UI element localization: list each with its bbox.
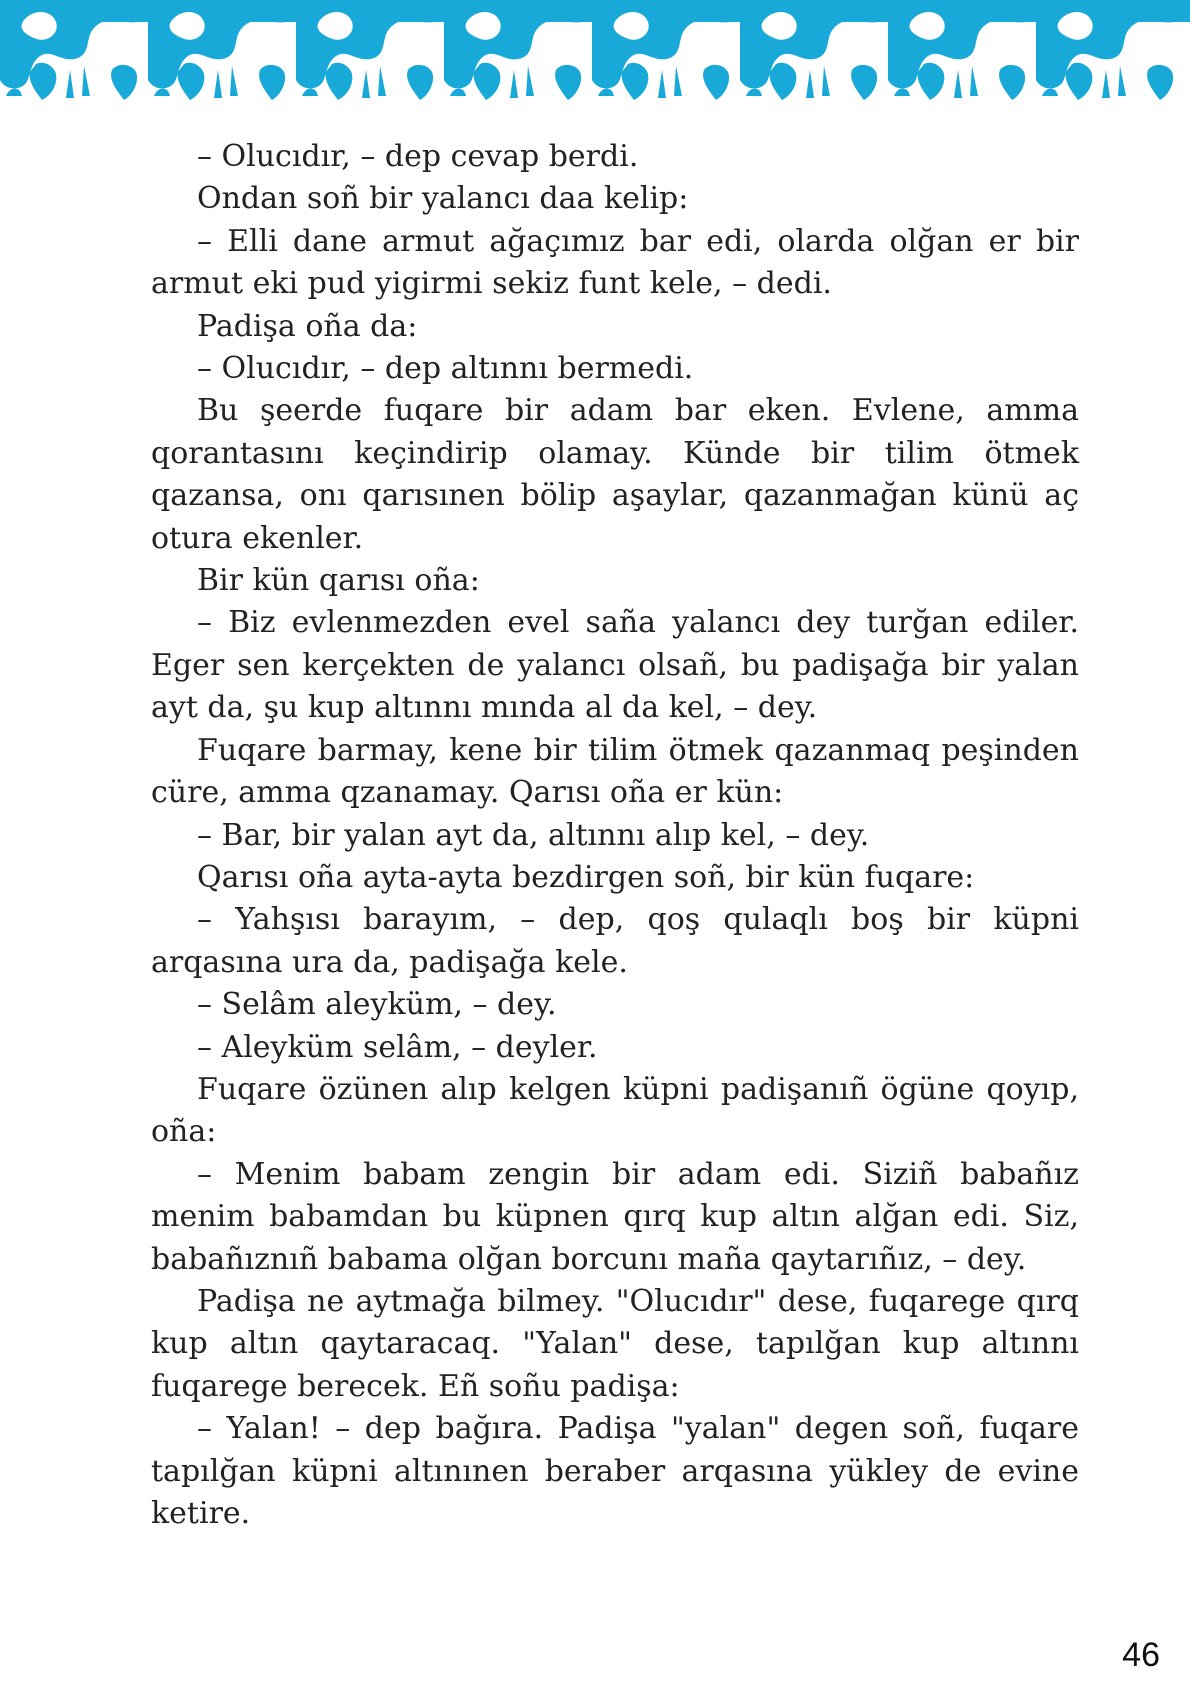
- paragraph: Ondan soñ bir yalancı daa kelip:: [197, 181, 689, 217]
- paragraph: – Aleyküm selâm, – deyler.: [197, 1029, 598, 1065]
- paragraph: Padişa oña da:: [197, 308, 418, 344]
- paragraph: Bu şeerde fuqare bir adam bar eken. Evlene, amma qorantasını keçindirip olamay. Künde bir tilim ötmek qazansa, onı qarısınen bölip aşaylar, qazanmağan künü aç otura ekenler.: [151, 393, 1079, 556]
- page-number: 46: [1122, 1636, 1160, 1674]
- paragraph: – Menim babam zengin bir adam edi. Siziñ babañız menim babamdan bu küpnen qırq kup altın alğan edi. Siz, babañıznıñ babama olğan borcunı maña qaytarıñız, – dey.: [151, 1156, 1079, 1277]
- story-text: [151, 136, 1079, 1535]
- paragraph: Fuqare özünen alıp kelgen küpni padişanıñ ögüne qoyıp, oña:: [151, 1071, 1079, 1150]
- paragraph: – Selâm aleyküm, – dey.: [197, 987, 557, 1023]
- paragraph: Bir kün qarısı oña:: [197, 563, 480, 599]
- paragraph: Padişa ne aytmağa bilmey. "Olucıdır" dese, fuqarege qırq kup altın qaytaracaq. "Yalan" dese, tapılğan kup altınnı fuqarege berecek. Eñ soñu padişa:: [151, 1283, 1079, 1404]
- floral-ornament-band: [0, 0, 1190, 106]
- paragraph: – Elli dane armut ağaçımız bar edi, olarda olğan er bir armut eki pud yigirmi sekiz funt kele, – dedi.: [151, 223, 1079, 302]
- paragraph: – Yahşısı barayım, – dep, qoş qulaqlı boş bir küpni arqasına ura da, padişağa kele.: [151, 902, 1079, 980]
- paragraph: Qarısı oña ayta-ayta bezdirgen soñ, bir kün fuqare:: [197, 859, 975, 895]
- paragraph: – Biz evlenmezden evel saña yalancı dey turğan ediler. Eger sen kerçekten de yalancı olsañ, bu padişağa bir yalan ayt da, şu kup altınnı mında al da kel, – dey.: [151, 605, 1079, 726]
- paragraph: – Bar, bir yalan ayt da, altınnı alıp kel, – dey.: [197, 817, 870, 853]
- paragraph: Fuqare barmay, kene bir tilim ötmek qazanmaq peşinden cüre, amma qzanamay. Qarısı oña er kün:: [151, 732, 1079, 811]
- paragraph: – Olucıdır, – dep cevap berdi.: [197, 139, 639, 174]
- paragraph: – Olucıdır, – dep altınnı bermedi.: [197, 351, 694, 387]
- paragraph: – Yalan! – dep bağıra. Padişa "yalan" degen soñ, fuqare tapılğan küpni altınınen beraber arqasına yükley de evine ketire.: [151, 1411, 1079, 1531]
